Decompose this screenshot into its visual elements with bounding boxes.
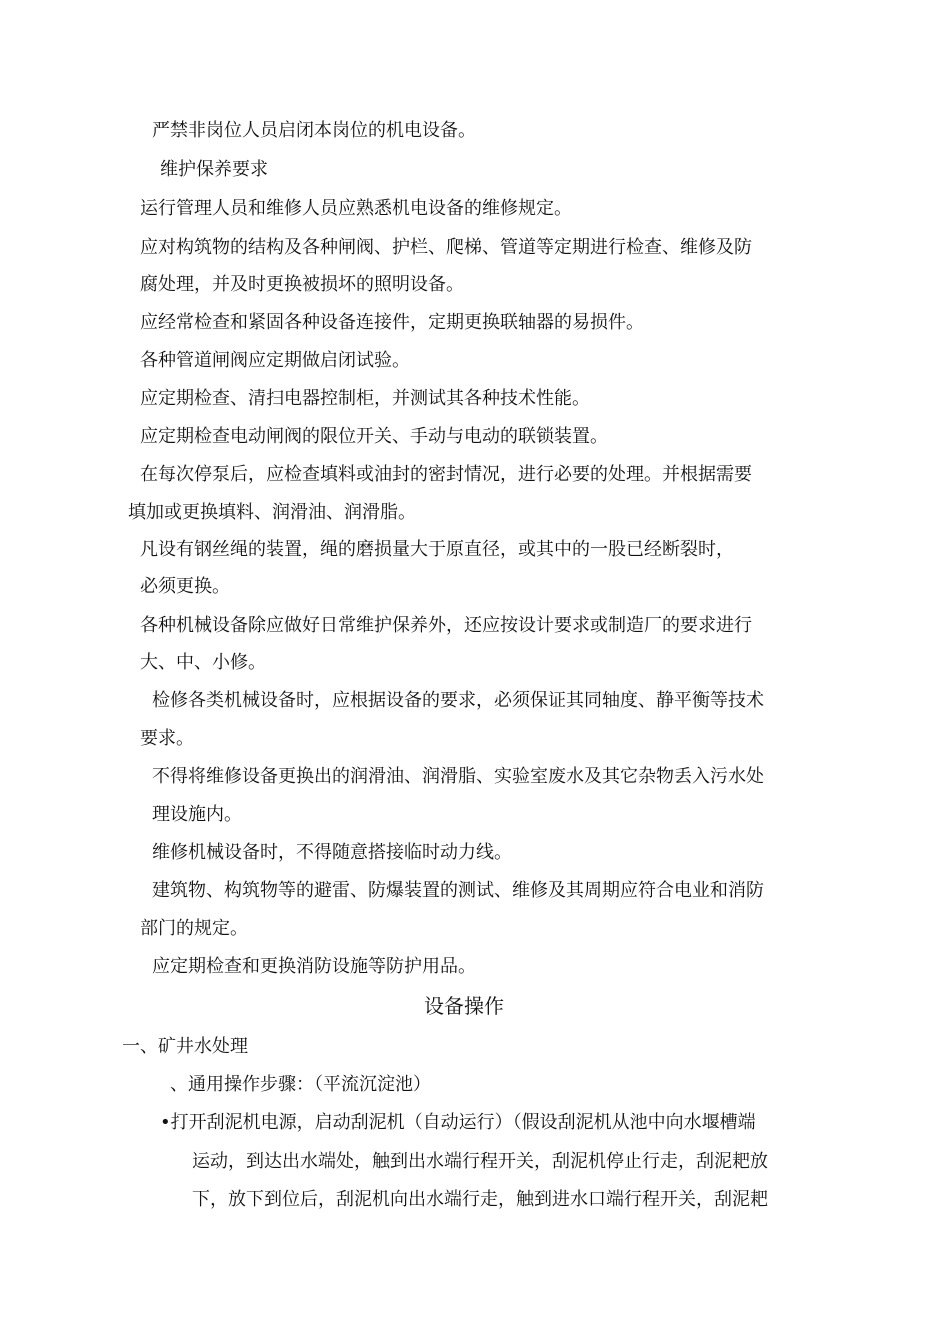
text-line: 必须更换。 — [140, 576, 230, 597]
heading-mine-water-treatment: 一、矿井水处理 — [122, 1036, 248, 1057]
section-heading-maintenance: 维护保养要求 — [160, 159, 268, 180]
text-line: 各种管道闸阀应定期做启闭试验。 — [140, 350, 410, 371]
text-line: 应定期检查和更换消防设施等防护用品。 — [152, 956, 476, 977]
text-line: 严禁非岗位人员启闭本岗位的机电设备。 — [152, 120, 476, 141]
bullet-item: •打开刮泥机电源，启动刮泥机（自动运行）（假设刮泥机从池中向水堰槽端 — [160, 1112, 756, 1133]
text-line: 要求。 — [140, 728, 194, 749]
text-line: 应定期检查电动闸阀的限位开关、手动与电动的联锁装置。 — [140, 426, 608, 447]
text-line: 填加或更换填料、润滑油、润滑脂。 — [128, 502, 416, 523]
text-line: 应经常检查和紧固各种设备连接件，定期更换联轴器的易损件。 — [140, 312, 644, 333]
text-line: 下，放下到位后，刮泥机向出水端行走，触到进水口端行程开关，刮泥耙 — [192, 1189, 768, 1210]
subheading-general-steps: 、通用操作步骤：（平流沉淀池） — [170, 1074, 431, 1095]
text-line: 大、中、小修。 — [140, 652, 266, 673]
text-line: 应定期检查、清扫电器控制柜，并测试其各种技术性能。 — [140, 388, 590, 409]
text-line: 理设施内。 — [152, 804, 242, 825]
section-title-equipment-operation: 设备操作 — [424, 994, 504, 1018]
text-line: 检修各类机械设备时，应根据设备的要求，必须保证其同轴度、静平衡等技术 — [152, 690, 764, 711]
text-line: 各种机械设备除应做好日常维护保养外，还应按设计要求或制造厂的要求进行 — [140, 615, 752, 636]
text-line: 部门的规定。 — [140, 918, 248, 939]
text-line: 腐处理，并及时更换被损坏的照明设备。 — [140, 274, 464, 295]
text-line: 建筑物、构筑物等的避雷、防爆装置的测试、维修及其周期应符合电业和消防 — [152, 880, 764, 901]
text-line: 运行管理人员和维修人员应熟悉机电设备的维修规定。 — [140, 198, 572, 219]
text-line: 运动，到达出水端处，触到出水端行程开关，刮泥机停止行走，刮泥耙放 — [192, 1151, 768, 1172]
text-line: 凡设有钢丝绳的装置，绳的磨损量大于原直径，或其中的一股已经断裂时， — [140, 539, 734, 560]
text-line: 维修机械设备时，不得随意搭接临时动力线。 — [152, 842, 512, 863]
text-line: 应对构筑物的结构及各种闸阀、护栏、爬梯、管道等定期进行检查、维修及防 — [140, 237, 752, 258]
text-line: 不得将维修设备更换出的润滑油、润滑脂、实验室废水及其它杂物丢入污水处 — [152, 766, 764, 787]
text-line: 在每次停泵后，应检查填料或油封的密封情况，进行必要的处理。并根据需要 — [140, 464, 752, 485]
